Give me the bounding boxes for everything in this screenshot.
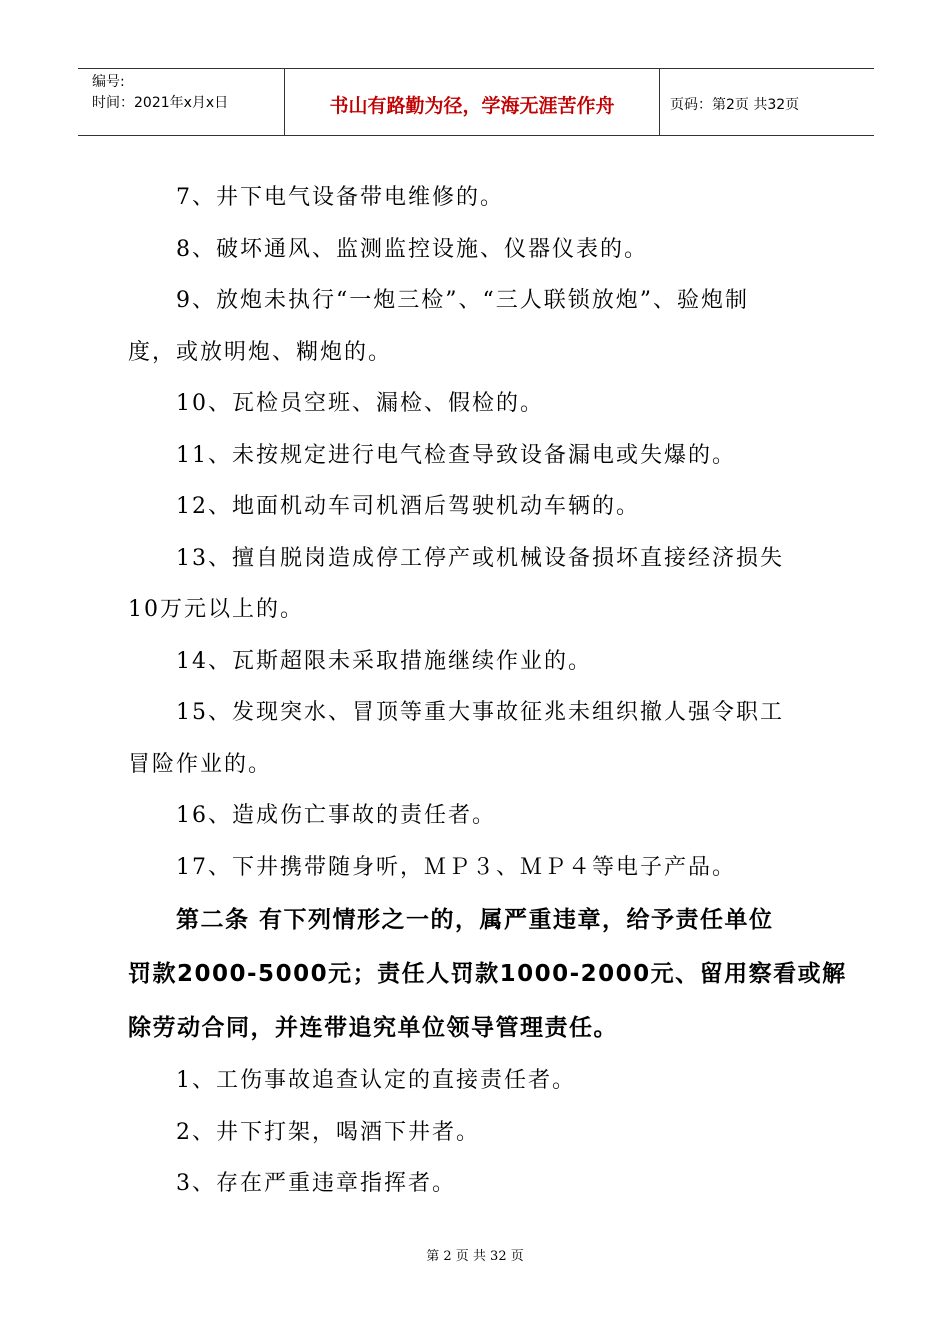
header-motto: 书山有路勤为径，学海无涯苦作舟 (285, 69, 660, 135)
article-heading-line: 除劳动合同，并连带追究单位领导管理责任。 (128, 1015, 618, 1041)
body-text-line: 12、地面机动车司机酒后驾驶机动车辆的。 (176, 494, 640, 519)
body-text-line: 3、存在严重违章指挥者。 (176, 1171, 456, 1196)
header-meta (78, 69, 285, 135)
body-text-line: 1、工伤事故追查认定的直接责任者。 (176, 1068, 576, 1093)
body-text-line: 10万元以上的。 (128, 597, 304, 622)
body-text-line: 7、井下电气设备带电维修的。 (176, 185, 504, 210)
page-header (78, 68, 874, 136)
article-heading-line: 第二条 有下列情形之一的，属严重违章，给予责任单位 (176, 907, 774, 933)
body-text-line: 16、造成伤亡事故的责任者。 (176, 803, 496, 828)
body-text-line: 13、擅自脱岗造成停工停产或机械设备损坏直接经济损失 (176, 545, 784, 571)
page-footer: 第 2 页 共 32 页 (426, 1249, 524, 1264)
body-text-line: 15、发现突水、冒顶等重大事故征兆未组织撤人强令职工 (176, 700, 784, 725)
body-text-line: 冒险作业的。 (128, 751, 273, 777)
article-heading-line: 罚款2000-5000元；责任人罚款1000-2000元、留用察看或解 (128, 961, 847, 987)
body-text-line: 17、下井携带随身听，ＭＰ３、ＭＰ４等电子产品。 (176, 854, 736, 880)
body-text-line: 14、瓦斯超限未采取措施继续作业的。 (176, 648, 592, 674)
body-text-line: 10、瓦检员空班、漏检、假检的。 (176, 391, 544, 416)
body-text-line: 11、未按规定进行电气检查导致设备漏电或失爆的。 (176, 442, 736, 468)
body-text-line: 2、井下打架，喝酒下井者。 (176, 1119, 480, 1145)
body-text-line: 8、破坏通风、监测监控设施、仪器仪表的。 (176, 236, 648, 262)
document-number-label: 编号: (92, 74, 125, 90)
document-body (128, 172, 847, 1210)
header-page-info: 页码：第2页 共32页 (670, 97, 800, 113)
body-text-line: 9、放炮未执行“一炮三检”、“三人联锁放炮”、验炮制 (176, 288, 749, 313)
document-time-label: 时间：2021年x月x日 (92, 95, 229, 111)
body-text-line: 度，或放明炮、糊炮的。 (128, 339, 393, 365)
